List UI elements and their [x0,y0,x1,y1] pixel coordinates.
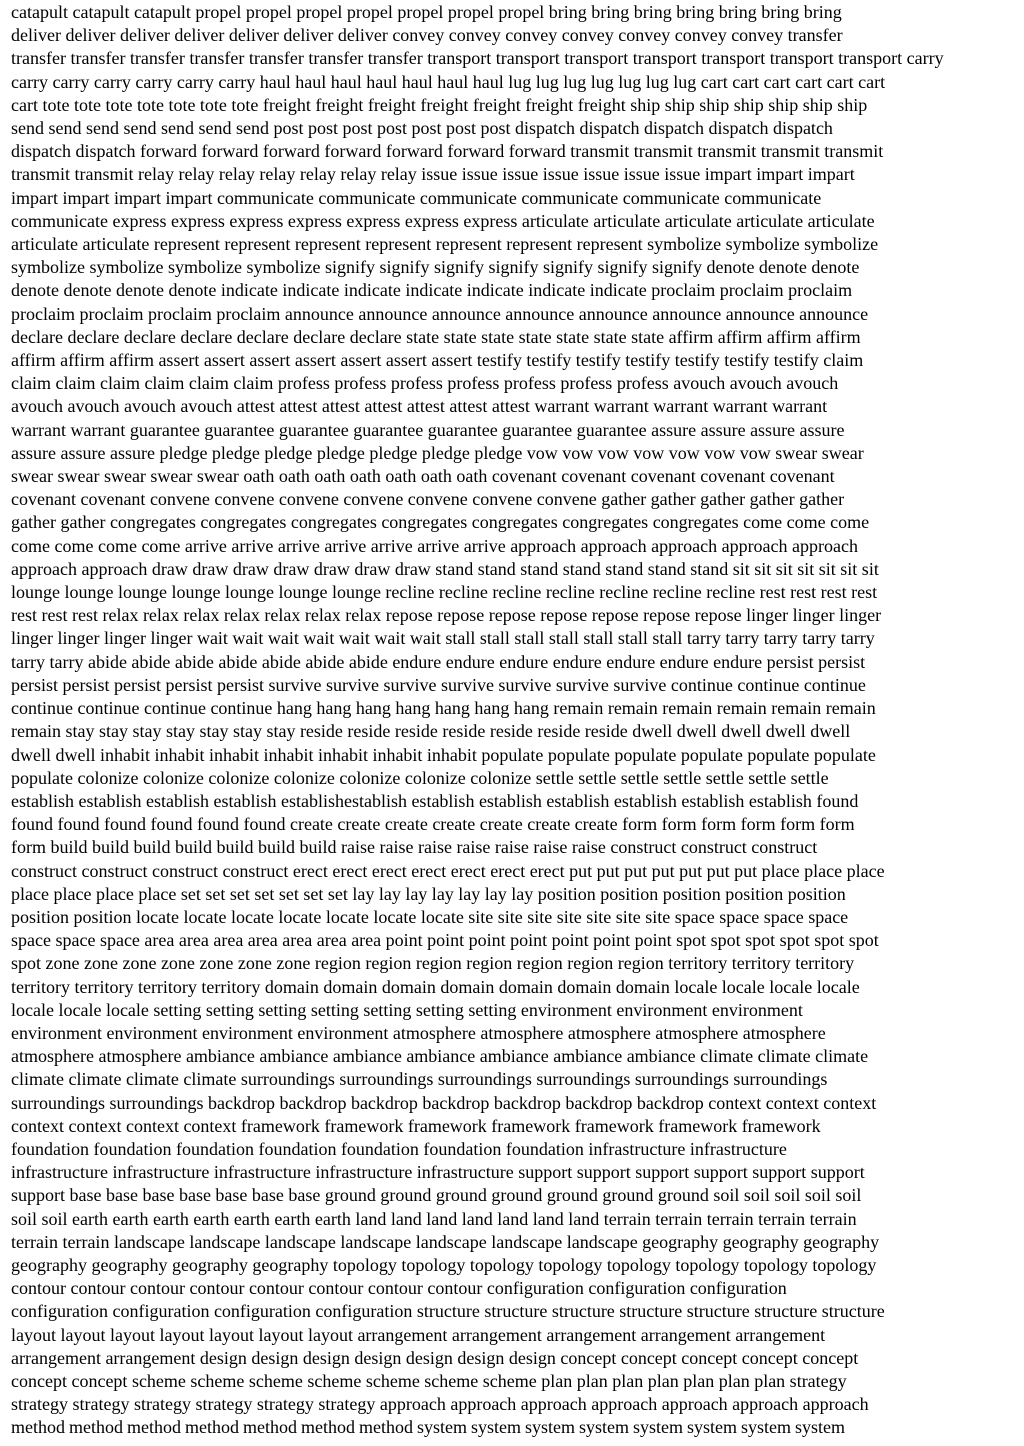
text-line: strategy strategy strategy strategy strategy strategy approach approach approach approach approach approach approach [11,1394,869,1415]
text-line: atmosphere atmosphere ambiance ambiance ambiance ambiance ambiance ambiance ambiance climate climate climate [11,1046,869,1067]
text-line: impart impart impart impart communicate communicate communicate communicate communicate communicate [11,187,822,208]
text-line: form build build build build build build build raise raise raise raise raise raise raise construct construct construct [11,837,818,858]
text-line: arrangement arrangement design design design design design design design concept concept concept concept concept [11,1347,859,1368]
text-line: infrastructure infrastructure infrastructure infrastructure infrastructure support support support support support support [11,1162,865,1183]
text-line: avouch avouch avouch avouch attest attest attest attest attest attest attest warrant warrant warrant warrant warrant [11,396,828,417]
text-line: dispatch dispatch forward forward forward forward forward forward forward transmit transmit transmit transmit transmit [11,141,884,162]
word-list-text [11,1,1013,1440]
text-line: configuration configuration configuration configuration structure structure structure structure structure structure structure [11,1301,885,1322]
text-line: environment environment environment environment atmosphere atmosphere atmosphere atmosphere atmosphere [11,1022,826,1043]
text-line: foundation foundation foundation foundation foundation foundation foundation infrastructure infrastructure [11,1138,787,1159]
text-line: assure assure assure pledge pledge pledge pledge pledge pledge pledge vow vow vow vow vow vow vow swear swear [11,442,864,463]
text-line: catapult catapult catapult propel propel propel propel propel propel propel bring bring bring bring bring bring bring [11,2,842,22]
text-line: lounge lounge lounge lounge lounge lounge lounge recline recline recline recline recline recline recline rest rest rest rest [11,582,878,603]
text-line: approach approach draw draw draw draw draw draw draw stand stand stand stand stand stand stand sit sit sit sit sit sit sit [11,558,879,579]
text-line: swear swear swear swear swear oath oath oath oath oath oath oath covenant covenant covenant covenant covenant [11,466,835,487]
text-line: claim claim claim claim claim claim profess profess profess profess profess profess profess avouch avouch avouch [11,373,839,394]
text-line: remain stay stay stay stay stay stay stay reside reside reside reside reside reside reside dwell dwell dwell dwell dwell [11,721,851,742]
text-line: method method method method method method method system system system system system system system system [11,1417,845,1438]
text-line: declare declare declare declare declare declare declare state state state state state state state affirm affirm affirm affirm [11,326,861,347]
text-line: deliver deliver deliver deliver deliver deliver deliver convey convey convey convey convey convey convey transfer [11,25,843,46]
text-line: found found found found found found create create create create create create create form form form form form form [11,814,855,835]
text-line: position position locate locate locate locate locate locate locate site site site site site site site space space space space [11,906,849,927]
text-line: support base base base base base base base ground ground ground ground ground ground ground soil soil soil soil soil [11,1185,862,1206]
text-line: spot zone zone zone zone zone zone zone region region region region region region region territory territory territory [11,953,855,974]
text-line: send send send send send send send post post post post post post post dispatch dispatch dispatch dispatch dispatch [11,118,833,139]
text-line: space space space area area area area area area area point point point point point point point spot spot spot spot spot spot [11,930,879,951]
text-line: surroundings surroundings backdrop backdrop backdrop backdrop backdrop backdrop backdrop context context context [11,1092,877,1113]
text-line: terrain terrain landscape landscape landscape landscape landscape landscape landscape geography geography geography [11,1231,880,1252]
text-line: transmit transmit relay relay relay relay relay relay relay issue issue issue issue issue issue issue impart impart impart [11,164,855,185]
text-line: populate colonize colonize colonize colonize colonize colonize colonize settle settle settle settle settle settle settle [11,767,829,788]
text-line: tarry tarry abide abide abide abide abide abide abide endure endure endure endure endure endure endure persist persist [11,651,866,672]
text-line: cart tote tote tote tote tote tote tote freight freight freight freight freight freight freight ship ship ship ship ship ship ship [11,94,868,115]
text-line: come come come come arrive arrive arrive arrive arrive arrive arrive approach approach approach approach approach [11,535,859,556]
text-line: denote denote denote denote indicate indicate indicate indicate indicate indicate indicate proclaim proclaim proclaim [11,280,853,301]
text-line: concept concept scheme scheme scheme scheme scheme scheme scheme plan plan plan plan plan plan plan strategy [11,1370,847,1391]
text-line: continue continue continue continue hang hang hang hang hang hang hang remain remain remain remain remain remain [11,698,876,719]
text-line: establish establish establish establish establishestablish establish establish establish establish establish establish found [11,790,859,811]
text-line: rest rest rest relax relax relax relax relax relax relax repose repose repose repose repose repose repose linger linger linger [11,605,882,626]
text-line: proclaim proclaim proclaim proclaim announce announce announce announce announce announce announce announce [11,303,869,324]
text-line: territory territory territory territory domain domain domain domain domain domain domain locale locale locale locale [11,976,860,997]
text-line: construct construct construct construct erect erect erect erect erect erect erect put put put put put put put place place place [11,860,885,881]
text-line: carry carry carry carry carry carry haul haul haul haul haul haul haul lug lug lug lug lug lug lug cart cart cart cart cart cart [11,71,886,92]
text-line: persist persist persist persist persist survive survive survive survive survive survive survive continue continue continue [11,674,866,695]
text-line: affirm affirm affirm assert assert assert assert assert assert assert testify testify testify testify testify testify testify claim [11,350,864,371]
text-line: context context context context framework framework framework framework framework framework framework [11,1115,821,1136]
text-line: locale locale locale setting setting setting setting setting setting setting environment environment environment [11,999,803,1020]
text-line: linger linger linger linger wait wait wait wait wait wait wait stall stall stall stall stall stall stall tarry tarry tarry tarry tarry [11,628,875,649]
text-line: contour contour contour contour contour contour contour contour configuration configuration configuration [11,1278,787,1299]
text-line: communicate express express express express express express express articulate articulate articulate articulate articulate [11,210,875,231]
text-line: symbolize symbolize symbolize symbolize signify signify signify signify signify signify signify denote denote denote [11,257,860,278]
text-line: dwell dwell inhabit inhabit inhabit inhabit inhabit inhabit inhabit populate populate populate populate populate populate [11,744,876,765]
text-line: place place place place set set set set set set set lay lay lay lay lay lay lay position position position position position [11,883,846,904]
text-line: climate climate climate climate surroundings surroundings surroundings surroundings surroundings surroundings [11,1069,828,1090]
text-line: geography geography geography geography topology topology topology topology topology topology topology topology [11,1254,877,1275]
text-line: articulate articulate represent represent represent represent represent represent represent symbolize symbolize symbolize [11,234,879,255]
text-line: warrant warrant guarantee guarantee guarantee guarantee guarantee guarantee guarantee assure assure assure assure [11,419,845,440]
text-line: gather gather congregates congregates congregates congregates congregates congregates congregates come come come [11,512,870,533]
text-line: layout layout layout layout layout layout layout arrangement arrangement arrangement arrangement arrangement [11,1324,826,1345]
text-line: covenant covenant convene convene convene convene convene convene convene gather gather gather gather gather [11,489,845,510]
text-line: soil soil earth earth earth earth earth earth earth land land land land land land land terrain terrain terrain terrain terrain [11,1208,857,1229]
text-line: transfer transfer transfer transfer transfer transfer transfer transport transport transport transport transport transport transport carry [11,48,944,69]
